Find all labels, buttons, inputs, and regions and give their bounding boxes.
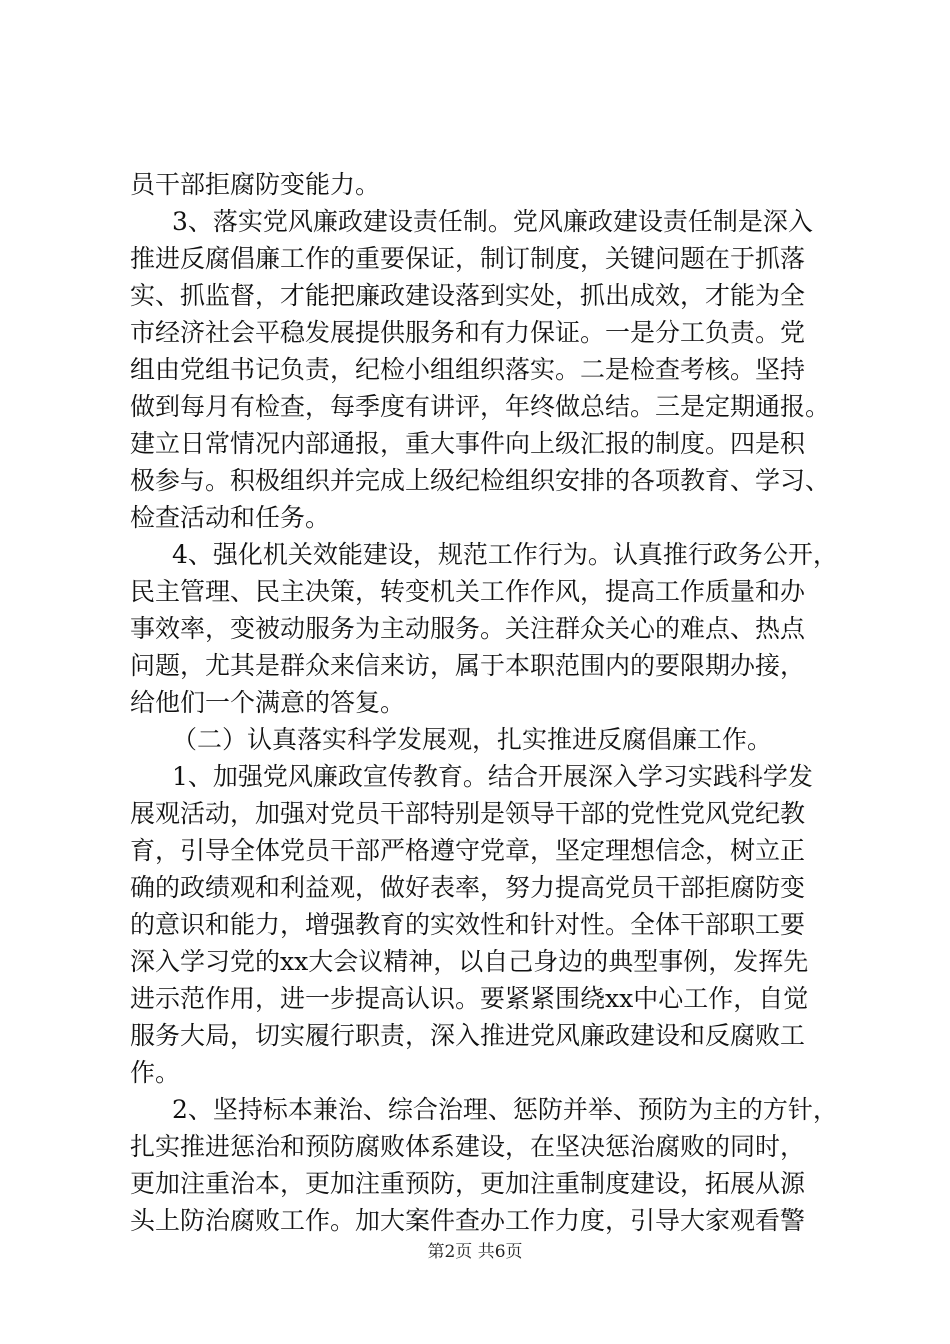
text-line: 更加注重治本，更加注重预防，更加注重制度建设，拓展从源 (130, 1169, 806, 1198)
text-line: 建立日常情况内部通报，重大事件向上级汇报的制度。四是积 (130, 429, 806, 458)
text-line: 极参与。积极组织并完成上级纪检组织安排的各项教育、学习、 (130, 466, 831, 495)
text-line: 的意识和能力，增强教育的实效性和针对性。全体干部职工要 (130, 910, 806, 939)
text-line: 深入学习党的xx大会议精神，以自己身边的典型事例，发挥先 (130, 947, 809, 976)
text-line: 确的政绩观和利益观，做好表率，努力提高党员干部拒腐防变 (130, 873, 806, 902)
text-line: 给他们一个满意的答复。 (130, 688, 406, 717)
text-line: 推进反腐倡廉工作的重要保证，制订制度，关键问题在于抓落 (130, 244, 806, 273)
text-line: 检查活动和任务。 (130, 503, 331, 532)
text-line: 展观活动，加强对党员干部特别是领导干部的党性党风党纪教 (130, 799, 806, 828)
text-line: 扎实推进惩治和预防腐败体系建设，在坚决惩治腐败的同时， (130, 1132, 806, 1161)
text-line: 做到每月有检查，每季度有讲评，年终做总结。三是定期通报。 (130, 392, 831, 421)
text-line: 3、落实党风廉政建设责任制。党风廉政建设责任制是深入 (172, 207, 813, 236)
text-line: 市经济社会平稳发展提供服务和有力保证。一是分工负责。党 (130, 318, 806, 347)
text-line: 头上防治腐败工作。加大案件查办工作力度，引导大家观看警 (130, 1206, 806, 1235)
text-line: 4、强化机关效能建设，规范工作行为。认真推行政务公开， (172, 540, 838, 569)
page-footer: 第2页 共6页 (427, 1242, 523, 1262)
section-heading: （二）认真落实科学发展观，扎实推进反腐倡廉工作。 (172, 725, 773, 754)
text-line: 组由党组书记负责，纪检小组组织落实。二是检查考核。坚持 (130, 355, 806, 384)
text-line: 民主管理、民主决策，转变机关工作作风，提高工作质量和办 (130, 577, 806, 606)
text-line: 育，引导全体党员干部严格遵守党章，坚定理想信念，树立正 (130, 836, 806, 865)
text-line: 事效率，变被动服务为主动服务。关注群众关心的难点、热点 (130, 614, 806, 643)
text-line: 作。 (130, 1058, 181, 1087)
text-line: 实、抓监督，才能把廉政建设落到实处，抓出成效，才能为全 (130, 281, 806, 310)
text-line: 1、加强党风廉政宣传教育。结合开展深入学习实践科学发 (172, 762, 813, 791)
text-line: 问题，尤其是群众来信来访，属于本职范围内的要限期办接， (130, 651, 806, 680)
text-line: 进示范作用，进一步提高认识。要紧紧围绕xx中心工作，自觉 (130, 984, 809, 1013)
text-line: 员干部拒腐防变能力。 (130, 170, 381, 199)
text-line: 2、坚持标本兼治、综合治理、惩防并举、预防为主的方针， (172, 1095, 838, 1124)
text-line: 服务大局，切实履行职责，深入推进党风廉政建设和反腐败工 (130, 1021, 806, 1050)
